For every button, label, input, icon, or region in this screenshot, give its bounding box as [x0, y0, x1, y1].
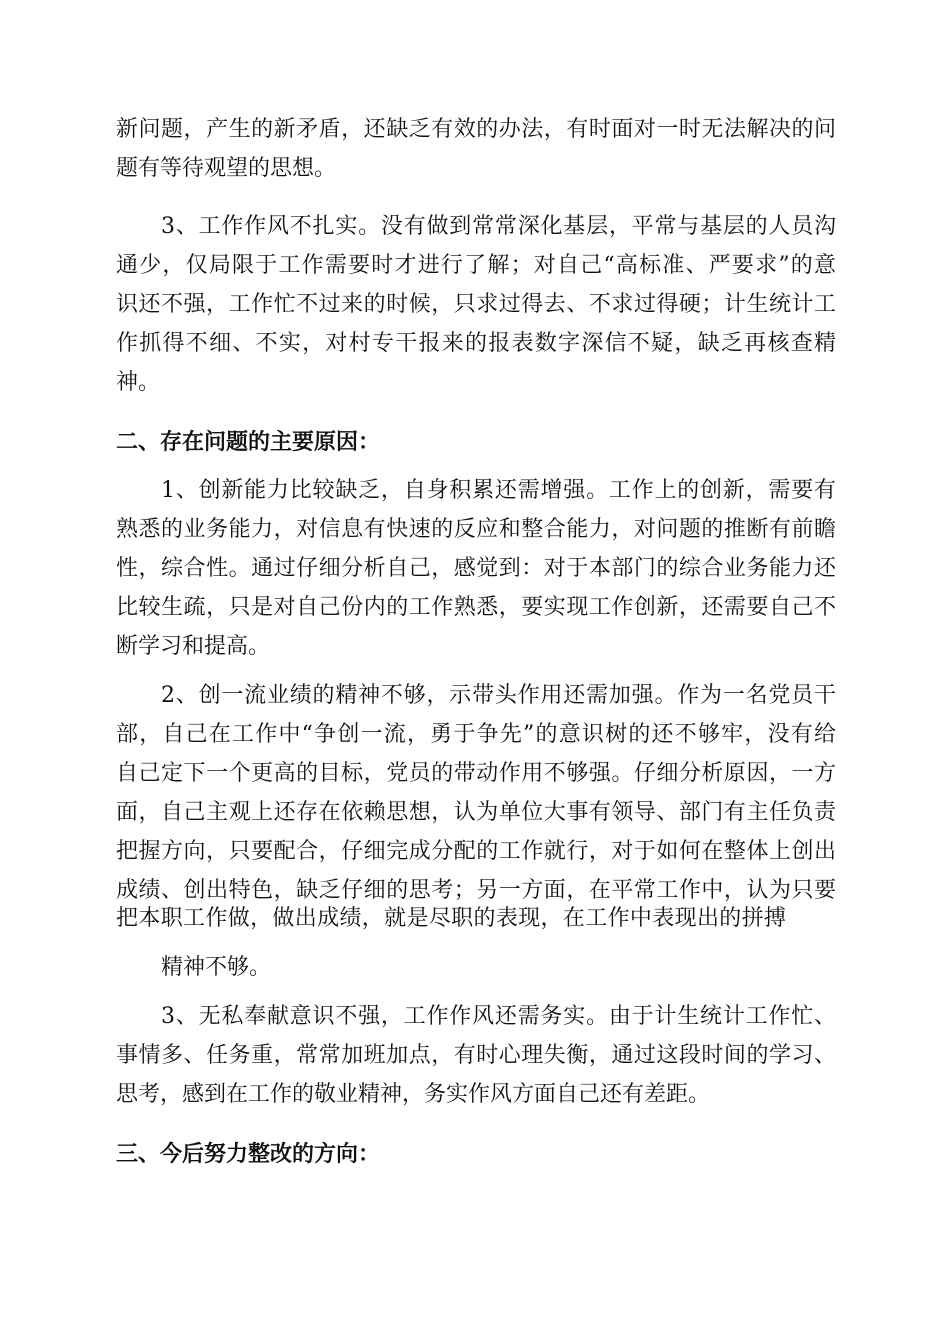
paragraph-line: 识还不强，工作忙不过来的时候，只求过得去、不求过得硬；计生统计工	[116, 292, 836, 317]
paragraph-line: 神。	[116, 370, 161, 395]
section-heading: 二、存在问题的主要原因：	[116, 429, 381, 455]
paragraph-line: 事情多、任务重，常常加班加点，有时心理失衡，通过这段时间的学习、	[116, 1043, 836, 1068]
paragraph-line: 新问题，产生的新矛盾，还缺乏有效的办法，有时面对一时无法解决的问	[116, 117, 836, 142]
paragraph-line: 题有等待观望的思想。	[116, 156, 337, 181]
section-heading: 三、今后努力整改的方向：	[116, 1141, 381, 1167]
paragraph-line: 思考，感到在工作的敬业精神，务实作风方面自己还有差距。	[116, 1082, 711, 1107]
paragraph-line: 2、创一流业绩的精神不够，示带头作用还需加强。作为一名党员干	[161, 683, 836, 708]
paragraph-line: 精神不够。	[161, 955, 272, 980]
paragraph-line: 熟悉的业务能力，对信息有快速的反应和整合能力，对问题的推断有前瞻	[116, 517, 836, 542]
paragraph-line: 作抓得不细、不实，对村专干报来的报表数字深信不疑，缺乏再核查精	[116, 331, 836, 356]
paragraph-line: 面，自己主观上还存在依赖思想，认为单位大事有领导、部门有主任负责	[116, 800, 836, 825]
paragraph-line: 成绩、创出特色，缺乏仔细的思考；另一方面，在平常工作中，认为只要	[116, 878, 836, 903]
paragraph-line: 1、创新能力比较缺乏，自身积累还需增强。工作上的创新，需要有	[161, 478, 836, 503]
paragraph-line: 断学习和提高。	[116, 634, 271, 659]
paragraph-line: 3、工作作风不扎实。没有做到常常深化基层，平常与基层的人员沟	[161, 214, 836, 239]
paragraph-line: 把握方向，只要配合，仔细完成分配的工作就行，对于如何在整体上创出	[116, 839, 836, 864]
paragraph-line: 把本职工作做，做出成绩，就是尽职的表现，在工作中表现出的拼搏	[116, 906, 786, 931]
paragraph-line: 性，综合性。通过仔细分析自己，感觉到：对于本部门的综合业务能力还	[116, 556, 836, 581]
paragraph-line: 通少，仅局限于工作需要时才进行了解；对自己“高标准、严要求”的意	[116, 253, 836, 278]
paragraph-line: 部，自己在工作中“争创一流，勇于争先”的意识树的还不够牢，没有给	[116, 722, 836, 747]
paragraph-line: 比较生疏，只是对自己份内的工作熟悉，要实现工作创新，还需要自己不	[116, 595, 836, 620]
paragraph-line: 3、无私奉献意识不强，工作作风还需务实。由于计生统计工作忙、	[161, 1004, 836, 1029]
paragraph-line: 自己定下一个更高的目标，党员的带动作用不够强。仔细分析原因，一方	[116, 761, 836, 786]
